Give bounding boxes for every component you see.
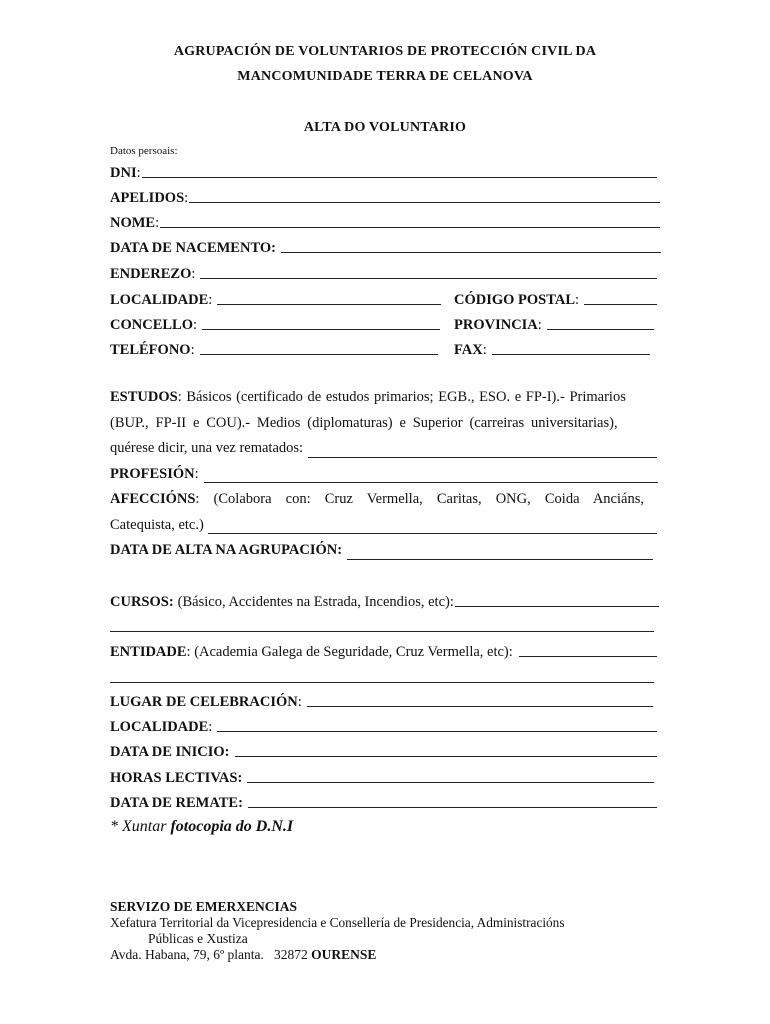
studies-line[interactable] [308,457,657,458]
entidade-text: : (Academia Galega de Seguridade, Cruz Vermella, etc): [186,644,513,660]
entidade-field[interactable] [110,641,657,661]
nome-line[interactable] [160,227,660,228]
afeccions-line[interactable] [208,533,657,534]
data-remate-line[interactable] [248,807,657,808]
codigo-postal-line[interactable] [584,304,657,305]
form-title: ALTA DO VOLUNTARIO [303,120,467,135]
form-page [110,0,660,1024]
concello-line[interactable] [202,329,440,330]
profesion-field[interactable]: PROFESIÓN : [110,462,658,488]
horas-line[interactable] [247,782,654,783]
concello-label: CONCELLO [110,317,193,333]
section-label: Datos persoais: [110,145,178,157]
footer-service: SERVIZO DE EMERXENCIAS [110,899,298,914]
apelidos-label: APELIDOS [110,190,185,206]
localidade-label: LOCALIDADE [110,292,209,308]
horas-label: HORAS LECTIVAS: [110,770,243,786]
enderezo-line[interactable] [200,278,657,279]
attachment-note [110,818,293,836]
cursos-line[interactable] [455,606,659,607]
lugar-label: LUGAR DE CELEBRACIÓN [110,694,298,710]
telefono-line[interactable] [200,354,438,355]
apelidos-line[interactable] [189,202,660,203]
footer [110,899,670,963]
entidade-line[interactable] [519,656,657,657]
telefono-field[interactable]: TELÉFONO : [110,339,438,359]
horas-field[interactable] [110,767,654,787]
dni-line[interactable] [142,177,657,178]
studies-block [110,385,660,564]
data-nacemento-field[interactable] [110,237,661,257]
fax-field[interactable]: FAX : [454,339,650,359]
data-alta-line[interactable] [347,559,653,560]
curso-localidade-label: LOCALIDADE [110,719,209,735]
afeccions-text1: : (Colabora con: Cruz Vermella, Caritas, ONG, Coida Anciáns, [195,491,644,507]
provincia-line[interactable] [547,329,654,330]
localidade-line[interactable] [217,304,441,305]
telefono-label: TELÉFONO [110,342,191,358]
data-nacemento-label: DATA DE NACEMENTO: [110,240,276,256]
footer-address [110,947,670,963]
codigo-postal-field[interactable]: CÓDIGO POSTAL : [454,289,657,309]
entidade-extra-line[interactable] [110,682,654,683]
curso-localidade-line[interactable] [217,731,657,732]
studies-text1: : Básicos (certificado de estudos primarios; EGB., ESO. e FP-I).- Primarios [177,389,626,405]
localidade-field[interactable]: LOCALIDADE : [110,289,441,309]
nome-field[interactable]: NOME : [110,212,660,232]
curso-localidade-field[interactable]: LOCALIDADE : [110,716,657,736]
data-remate-field[interactable] [110,792,657,812]
provincia-field[interactable]: PROVINCIA : [454,314,654,334]
afeccions-line1 [110,487,660,513]
enderezo-field[interactable]: ENDEREZO : [110,263,657,283]
fax-line[interactable] [492,354,650,355]
studies-text3: quérese dicir, una vez rematados: [110,440,304,456]
data-inicio-line[interactable] [235,756,657,757]
data-alta-field[interactable] [110,538,653,564]
codigo-postal-label: CÓDIGO POSTAL [454,292,575,308]
footer-line2: Públicas e Xustiza [148,931,248,946]
entidade-label: ENTIDADE [110,644,187,660]
cursos-text: (Básico, Accidentes na Estrada, Incendios, etc): [177,594,454,610]
enderezo-label: ENDEREZO [110,266,192,282]
note-suffix: fotocopia do D.N.I [170,818,294,835]
studies-line2: (BUP., FP-II e COU).- Medios (diplomaturas) e Superior (carreiras universitarias), [110,414,618,431]
apelidos-field[interactable]: APELIDOS : [110,187,660,207]
lugar-field[interactable]: LUGAR DE CELEBRACIÓN : [110,691,653,711]
nome-label: NOME [110,215,156,231]
lugar-line[interactable] [307,706,653,707]
afeccions-line2[interactable] [110,513,657,539]
footer-address-text: Avda. Habana, 79, 6º planta. 32872 [110,947,308,962]
data-remate-label: DATA DE REMATE: [110,795,243,811]
footer-line1: Xefatura Territorial da Vicepresidencia e Consellería de Presidencia, Administracións [110,915,565,930]
studies-label: ESTUDOS [110,389,178,405]
cursos-label: CURSOS: [110,594,174,610]
fax-label: FAX [454,342,483,358]
concello-field[interactable]: CONCELLO : [110,314,440,334]
data-nacemento-line[interactable] [281,252,661,253]
cursos-field[interactable] [110,591,659,611]
data-alta-label: DATA DE ALTA NA AGRUPACIÓN: [110,542,343,558]
footer-city: OURENSE [311,947,377,962]
provincia-label: PROVINCIA [454,317,538,333]
afeccions-text2: Catequista, etc.) [110,516,204,533]
cursos-extra-field[interactable] [110,616,654,636]
data-inicio-field[interactable] [110,741,657,761]
cursos-extra-line[interactable] [110,631,654,632]
studies-line1 [110,385,660,411]
org-title-line2: MANCOMUNIDADE TERRA DE CELANOVA [237,69,533,84]
data-inicio-label: DATA DE INICIO: [110,744,230,760]
dni-label: DNI [110,165,137,181]
dni-field[interactable]: DNI : [110,162,657,182]
profesion-line[interactable] [204,482,658,483]
afeccions-label: AFECCIÓNS [110,491,196,507]
org-title-line1: AGRUPACIÓN DE VOLUNTARIOS DE PROTECCIÓN CIVIL DA [173,44,597,59]
note-prefix: * Xuntar [110,818,167,835]
profesion-label: PROFESIÓN [110,465,195,482]
studies-line3[interactable] [110,436,657,462]
entidade-extra-field[interactable] [110,667,654,687]
